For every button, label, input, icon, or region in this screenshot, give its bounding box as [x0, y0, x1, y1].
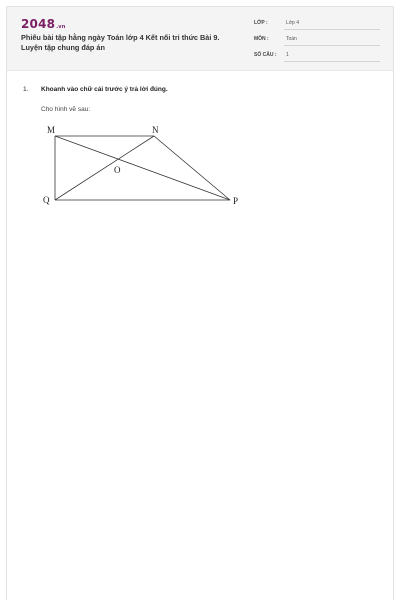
logo-tld: .vn — [56, 24, 66, 30]
question-number: 1. — [23, 86, 29, 93]
vertex-label-n: N — [152, 125, 159, 135]
segment-np — [154, 136, 230, 200]
trapezoid-figure — [43, 125, 253, 215]
meta-count-value: 1 — [284, 51, 380, 62]
meta-subject-label: MÔN : — [254, 36, 269, 42]
meta-grade-value: Lớp 4 — [284, 19, 380, 30]
question-subtext: Cho hình vẽ sau: — [41, 106, 91, 113]
question-prompt: Khoanh vào chữ cái trước ý trả lời đúng. — [41, 86, 168, 93]
diagonal-mp — [55, 136, 230, 200]
figure-lines — [55, 136, 230, 200]
meta-count-label: SỐ CÂU : — [254, 52, 277, 58]
vertex-label-q: Q — [43, 195, 50, 205]
vertex-label-m: M — [47, 125, 56, 135]
worksheet-title: Phiếu bài tập hằng ngày Toán lớp 4 Kết nối tri thức Bài 9. Luyện tập chung đáp án — [21, 33, 220, 52]
meta-subject-row — [254, 35, 380, 47]
vertex-label-p: P — [233, 196, 239, 206]
logo-main: 2048 — [21, 17, 56, 31]
meta-grade-label: LỚP : — [254, 20, 268, 26]
worksheet-header — [7, 7, 393, 71]
site-logo[interactable] — [21, 17, 66, 31]
meta-grade-row — [254, 19, 380, 31]
meta-count-row — [254, 51, 380, 63]
diagonal-qn — [55, 136, 154, 200]
vertex-label-o: O — [114, 165, 121, 175]
worksheet-page — [6, 6, 394, 600]
meta-subject-value: Toán — [284, 35, 380, 46]
